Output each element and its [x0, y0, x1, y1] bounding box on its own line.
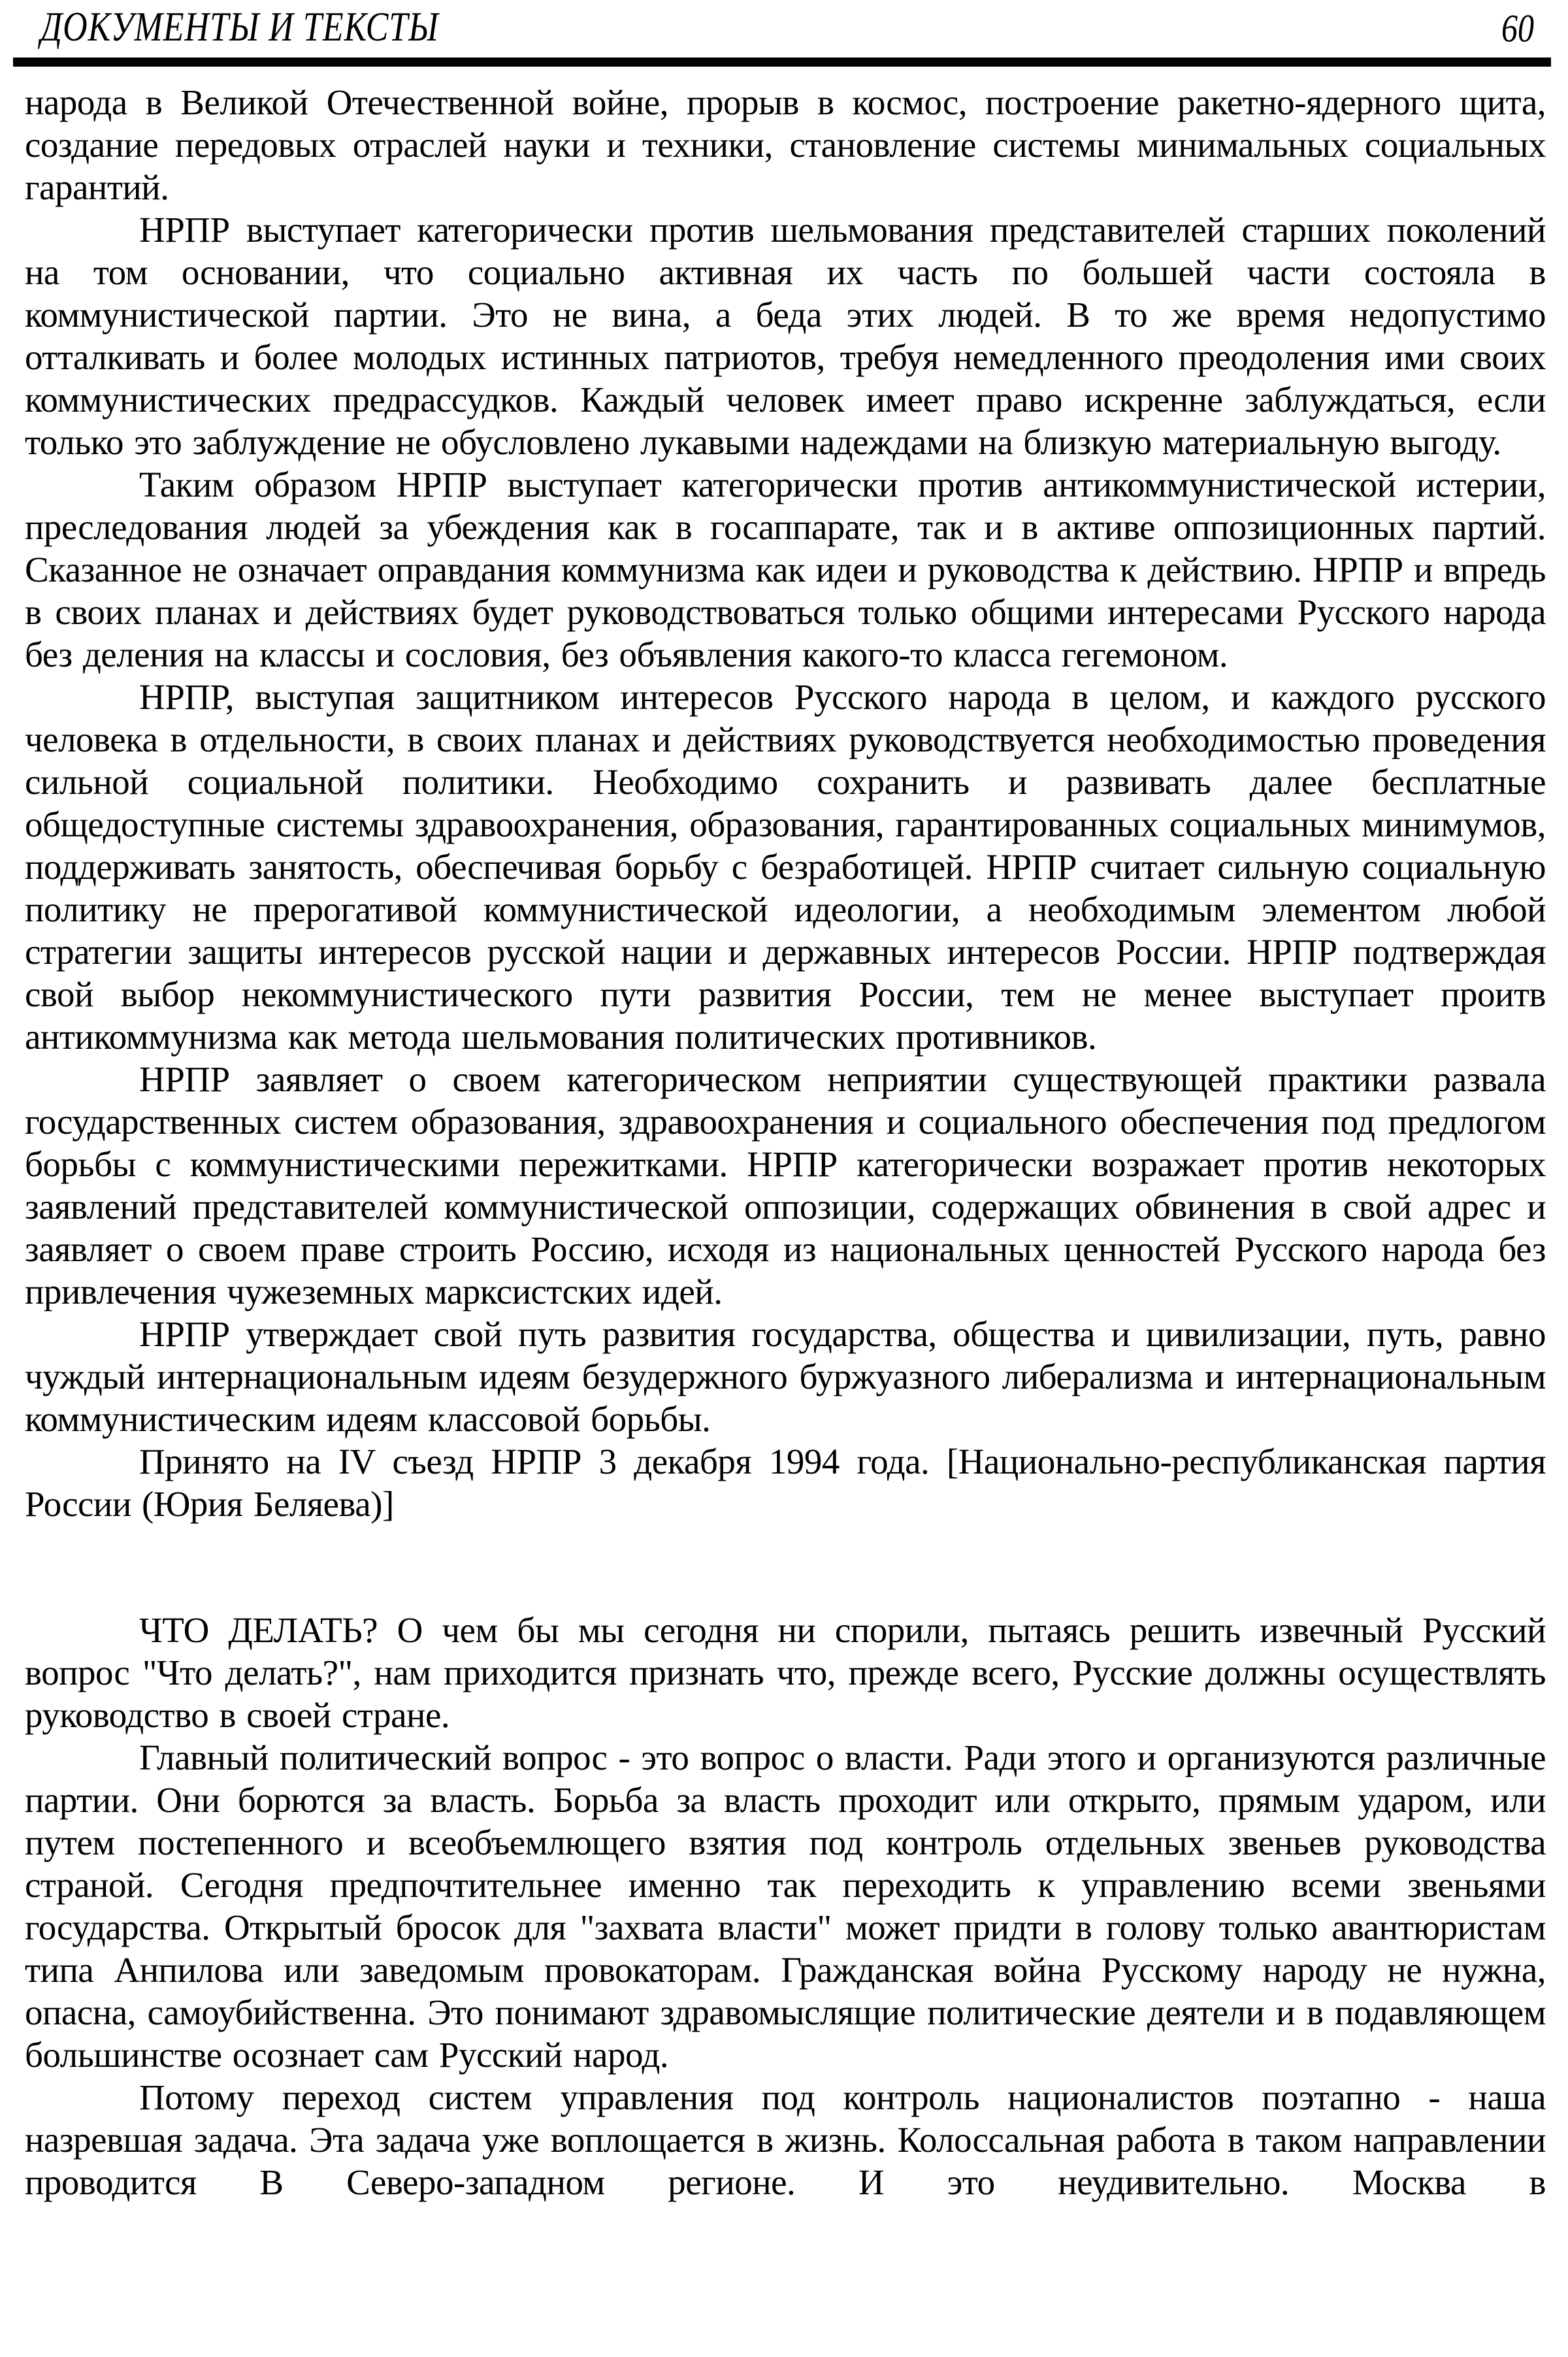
running-head-title: ДОКУМЕНТЫ И ТЕКСТЫ [41, 5, 439, 50]
paragraph-page-break: Потому переход систем управления под контроль националистов поэтапно - наша назревшая задача. Эта задача уже воплощается в жизнь. Колоссальная работа в таком направлении проводится В Северо-западном регионе. И это неудивительно. Москва в [25, 2077, 1546, 2202]
paragraph: НРПР утверждает свой путь развития государства, общества и цивилизации, путь, равно чуждый интернациональным идеям безудержного буржуазного либерализма и интернациональным коммунистическим идеям классовой борьбы. [25, 1314, 1546, 1439]
page-header [0, 0, 1568, 51]
paragraph: НРПР заявляет о своем категорическом неприятии существующей практики развала государственных систем образования, здравоохранения и социального обеспечения под предлогом борьбы с коммунистическими пережитками. НРПР категорически возражает против некоторых заявлений представителей коммунистической оппозиции, содержащих обвинения в свой адрес и заявляет о своем праве строить Россию, исходя из национальных ценностей Русского народа без привлечения чужеземных марксистских идей. [25, 1059, 1546, 1311]
header-divider-rule [13, 58, 1551, 67]
paragraph: НРПР, выступая защитником интересов Русского народа в целом, и каждого русского человека в отдельности, в своих планах и действиях руководствуется необходимостью проведения сильной социальной политики. Необходимо сохранить и развивать далее бесплатные общедоступные системы здравоохранения, образования, гарантированных социальных минимумов, поддерживать занятость, обеспечивая борьбу с безработицей. НРПР считает сильную социальную политику не прерогативой коммунистической идеологии, а необходимым элементом любой стратегии защиты интересов русской нации и державных интересов России. НРПР подтверждая свой выбор некоммунистического пути развития России, тем не менее выступает проитв антикоммунизма как метода шельмования политических противников. [25, 677, 1546, 1057]
paragraph-continuation: народа в Великой Отечественной войне, прорыв в космос, построение ракетно-ядерного щита, создание передовых отраслей науки и техники, становление системы минимальных социальных гарантий. [25, 82, 1546, 207]
paragraph: Главный политический вопрос - это вопрос о власти. Ради этого и организуются различные партии. Они борются за власть. Борьба за власть проходит или открыто, прямым ударом, или путем постепенного и всеобъемлющего взятия под контроль отдельных звеньев руководства страной. Сегодня предпочтительнее именно так переходить к управлению всеми звеньями государства. Открытый бросок для "захвата власти" может придти в голову только авантюристам типа Анпилова или заведомым провокаторам. Гражданская война Русскому народу не нужна, опасна, самоубийственна. Это понимают здравомыслящие политические деятели и в подавляющем большинстве осознает сам Русский народ. [25, 1738, 1546, 2075]
paragraph: Таким образом НРПР выступает категорически против антикоммунистической истерии, преследования людей за убеждения как в госаппарате, так и в активе оппозиционных партий. Сказанное не означает оправдания коммунизма как идеи и руководства к действию. НРПР и впредь в своих планах и действиях будет руководствоваться только общими интересами Русского народа без деления на классы и сословия, без объявления какого-то класса гегемоном. [25, 465, 1546, 674]
page-number: 60 [1501, 6, 1534, 50]
document-body [0, 67, 1568, 2203]
paragraph-adoption-note: Принято на IV съезд НРПР 3 декабря 1994 года. [Национально-республиканская партия России (Юрия Беляева)] [25, 1442, 1546, 1524]
paragraph: НРПР выступает категорически против шельмования представителей старших поколений на том основании, что социально активная их часть по большей части состояла в коммунистической партии. Это не вина, а беда этих людей. В то же время недопустимо отталкивать и более молодых истинных патриотов, требуя немедленного преодоления ими своих коммунистических предрассудков. Каждый человек имеет право искренне заблуждаться, если только это заблуждение не обусловлено лукавыми надеждами на близкую материальную выгоду. [25, 210, 1546, 462]
paragraph-chto-delat: ЧТО ДЕЛАТЬ? О чем бы мы сегодня ни спорили, пытаясь решить извечный Русский вопрос "Что делать?", нам приходится признать что, прежде всего, Русские должны осуществлять руководство в своей стране. [25, 1610, 1546, 1735]
